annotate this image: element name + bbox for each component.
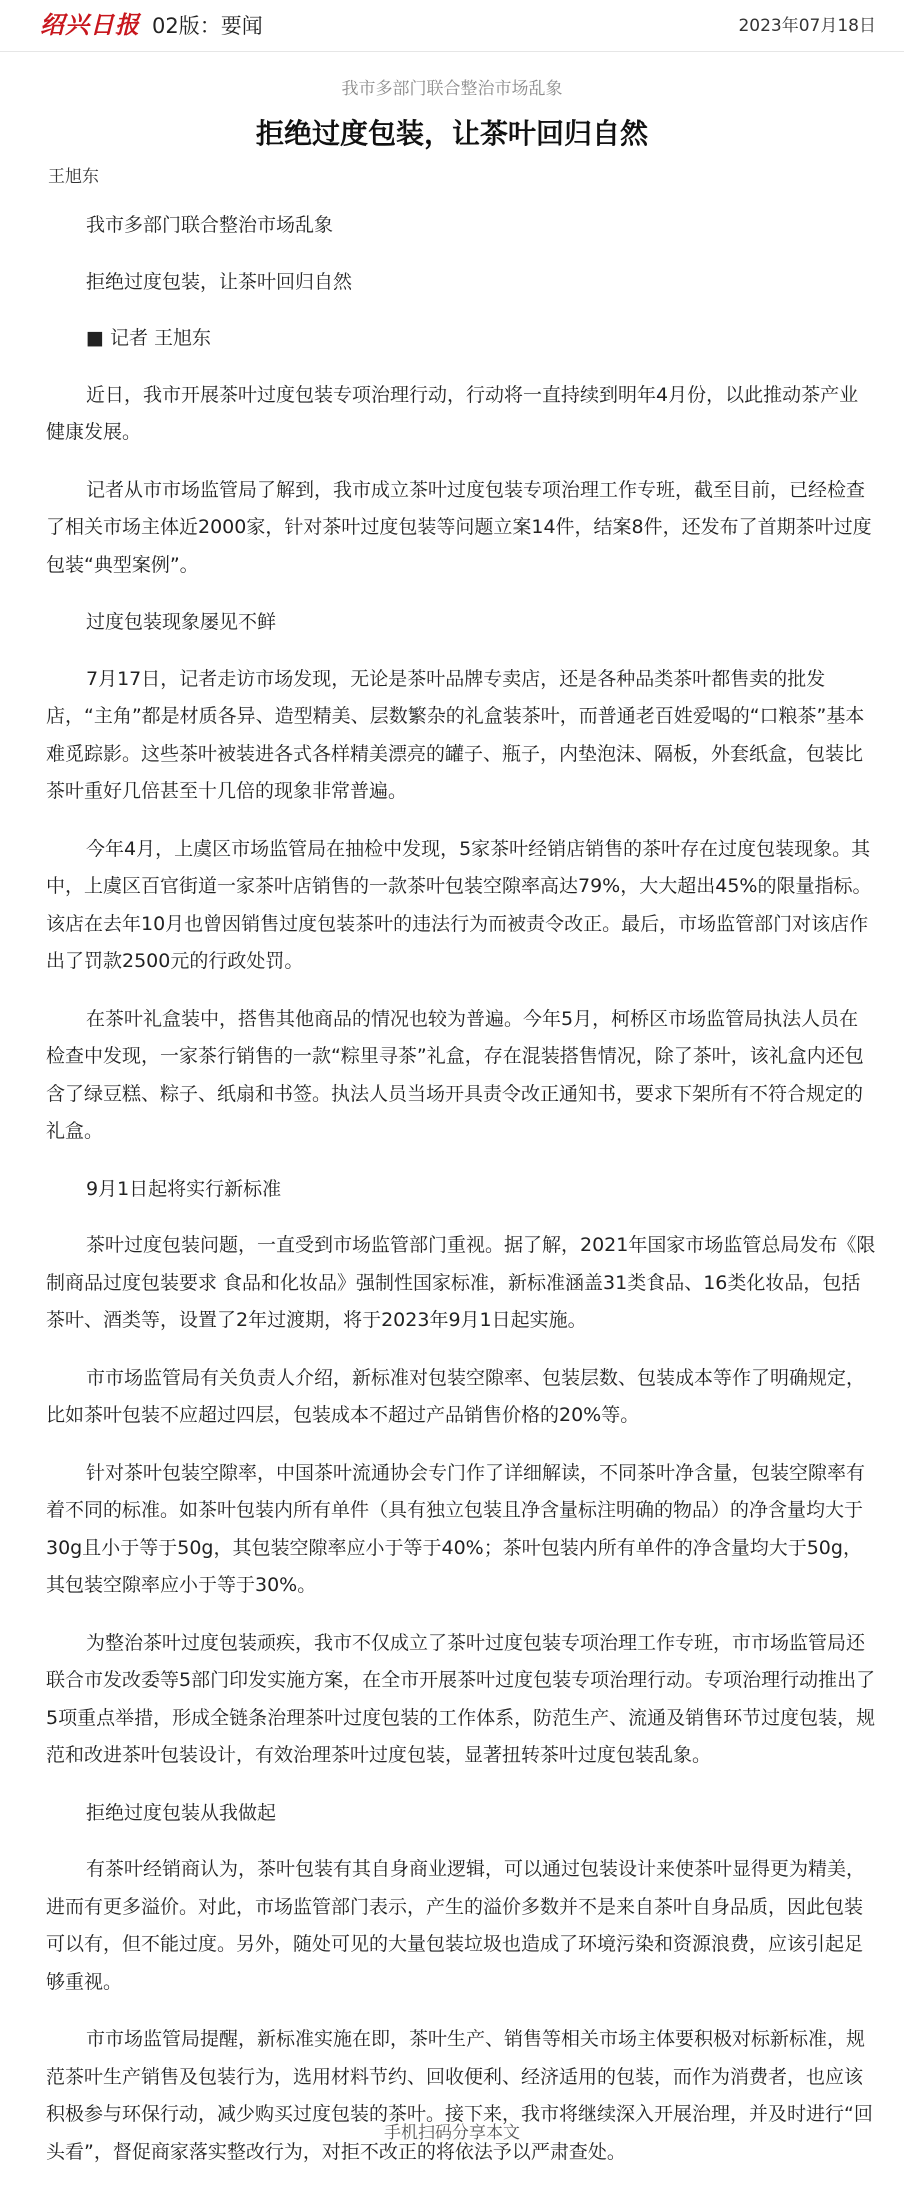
- body-subhead: 我市多部门联合整治市场乱象: [86, 214, 334, 236]
- body-byline: ■ 记者 王旭东: [86, 327, 212, 349]
- section-heading: 9月1日起将实行新标准: [86, 1177, 282, 1200]
- article-author: 王旭东: [48, 167, 99, 187]
- paragraph: 市市场监管局提醒，新标准实施在即，茶叶生产、销售等相关市场主体要积极对标新标准，规范茶叶生产销售及包装行为，选用材料节约、回收便利、经济适用的包装，而作为消费者，也应该积极参与环保行动，减少购买过度包装的茶叶。接下来，我市将继续深入开展治理，并及时进行“回头看”，督促商家落实整改行为，对拒不改正的将依法予以严肃查处。: [46, 2028, 873, 2163]
- section-heading: 过度包装现象屡见不鲜: [86, 611, 277, 633]
- publish-date: 2023年07月18日: [738, 16, 876, 36]
- newspaper-logo[interactable]: 绍兴日报: [40, 10, 140, 39]
- paragraph: 记者从市市场监管局了解到，我市成立茶叶过度包装专项治理工作专班，截至目前，已经检查了相关市场主体近2000家，针对茶叶过度包装等问题立案14件，结案8件，还发布了首期茶叶过度包装“典型案例”。: [46, 478, 872, 576]
- paragraph: 7月17日，记者走访市场发现，无论是茶叶品牌专卖店，还是各种品类茶叶都售卖的批发店，“主角”都是材质各异、造型精美、层数繁杂的礼盒装茶叶，而普通老百姓爱喝的“口粮茶”基本难觅踪影。这些茶叶被装进各式各样精美漂亮的罐子、瓶子，内垫泡沫、隔板，外套纸盒，包装比茶叶重好几倍甚至十几倍的现象非常普遍。: [46, 667, 865, 802]
- paragraph: 针对茶叶包装空隙率，中国茶叶流通协会专门作了详细解读，不同茶叶净含量，包装空隙率有着不同的标准。如茶叶包装内所有单件（具有独立包装且净含量标注明确的物品）的净含量均大于30g且小于等于50g，其包装空隙率应小于等于40%；茶叶包装内所有单件的净含量均大于50g，其包装空隙率应小于等于30%。: [46, 1461, 866, 1596]
- paragraph: 今年4月，上虞区市场监管局在抽检中发现，5家茶叶经销店销售的茶叶存在过度包装现象。其中，上虞区百官街道一家茶叶店销售的一款茶叶包装空隙率高达79%，大大超出45%的限量指标。该店在去年10月也曾因销售过度包装茶叶的违法行为而被责令改正。最后，市场监管部门对该店作出了罚款2500元的行政处罚。: [46, 837, 872, 972]
- paragraph: 有茶叶经销商认为，茶叶包装有其自身商业逻辑，可以通过包装设计来使茶叶显得更为精美，进而有更多溢价。对此，市场监管部门表示，产生的溢价多数并不是来自茶叶自身品质，因此包装可以有，但不能过度。另外，随处可见的大量包装垃圾也造成了环境污染和资源浪费，应该引起足够重视。: [46, 1858, 866, 1993]
- paragraph: 在茶叶礼盒装中，搭售其他商品的情况也较为普遍。今年5月，柯桥区市场监管局执法人员在检查中发现，一家茶行销售的一款“粽里寻茶”礼盒，存在混装搭售情况，除了茶叶，该礼盒内还包含了绿豆糕、粽子、纸扇和书签。执法人员当场开具责令改正通知书，要求下架所有不符合规定的礼盒。: [46, 1007, 864, 1142]
- share-hint: 手机扫码分享本文: [384, 2123, 520, 2143]
- paragraph: 市市场监管局有关负责人介绍，新标准对包装空隙率、包装层数、包装成本等作了明确规定，比如茶叶包装不应超过四层，包装成本不超过产品销售价格的20%等。: [46, 1366, 866, 1426]
- edition-label[interactable]: 02版：要闻: [152, 14, 263, 38]
- page-header: [0, 0, 904, 52]
- article-subtitle: 我市多部门联合整治市场乱象: [341, 79, 563, 99]
- paragraph: 茶叶过度包装问题，一直受到市场监管部门重视。据了解，2021年国家市场监管总局发布《限制商品过度包装要求 食品和化妆品》强制性国家标准，新标准涵盖31类食品、16类化妆品，包括茶叶、酒类等，设置了2年过渡期，将于2023年9月1日起实施。: [46, 1234, 876, 1331]
- paragraph: 近日，我市开展茶叶过度包装专项治理行动，行动将一直持续到明年4月份，以此推动茶产业健康发展。: [46, 383, 859, 443]
- body-headline: 拒绝过度包装，让茶叶回归自然: [86, 270, 353, 293]
- article-body: [46, 207, 876, 2191]
- article-title: 拒绝过度包装，让茶叶回归自然: [255, 117, 648, 150]
- paragraph: 为整治茶叶过度包装顽疾，我市不仅成立了茶叶过度包装专项治理工作专班，市市场监管局还联合市发改委等5部门印发实施方案，在全市开展茶叶过度包装专项治理行动。专项治理行动推出了5项重点举措，形成全链条治理茶叶过度包装的工作体系，防范生产、流通及销售环节过度包装，规范和改进茶叶包装设计，有效治理茶叶过度包装，显著扭转茶叶过度包装乱象。: [46, 1631, 876, 1766]
- section-heading: 拒绝过度包装从我做起: [86, 1801, 277, 1824]
